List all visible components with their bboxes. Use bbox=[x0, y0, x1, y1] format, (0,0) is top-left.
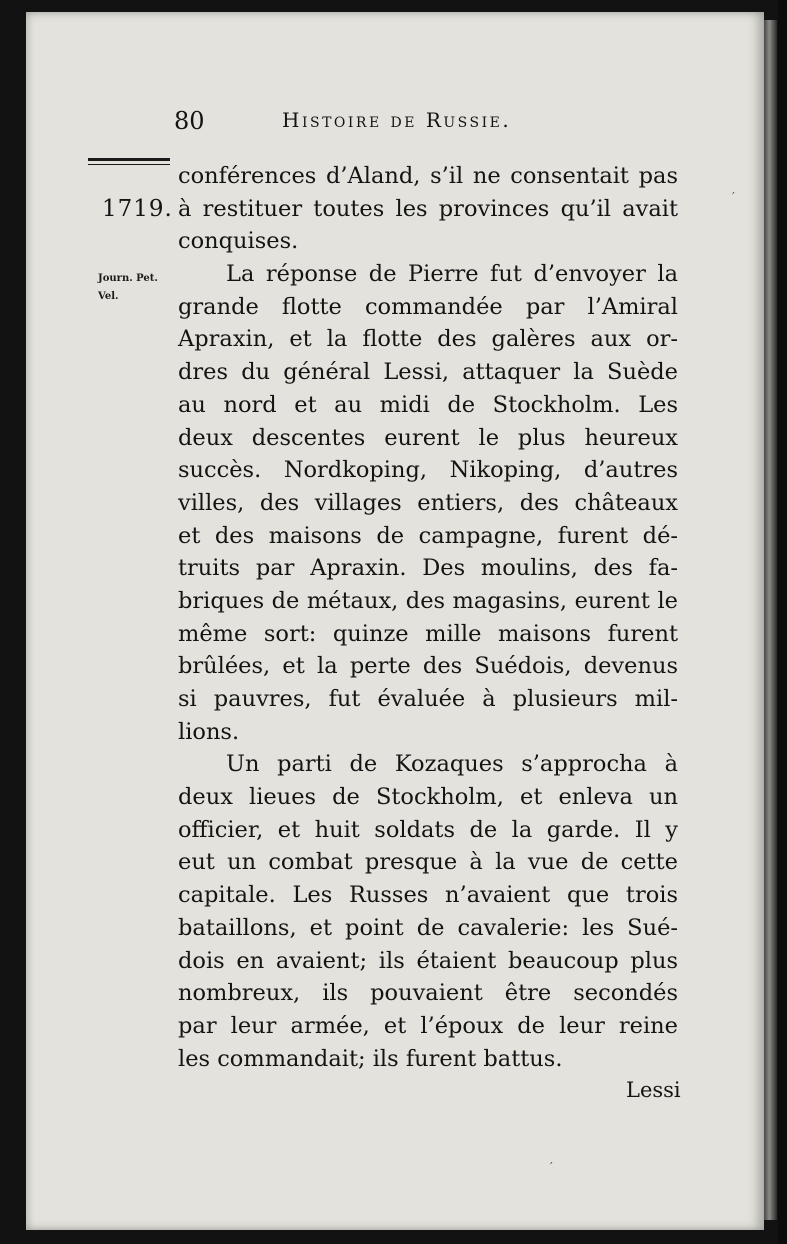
text-line: lions. bbox=[178, 718, 240, 745]
rule-thick-line bbox=[88, 158, 170, 161]
paper-mark: ′ bbox=[732, 190, 735, 204]
book-page bbox=[26, 12, 764, 1230]
text-line: Apraxin, et la flotte des galères aux or- bbox=[178, 326, 678, 353]
text-line: deux descentes eurent le plus heureux bbox=[178, 424, 678, 451]
text-line: conférences d’Aland, s’il ne consentait pas bbox=[178, 163, 678, 189]
book-spine-shadow bbox=[778, 0, 787, 1244]
text-line: bataillons, et point de cavalerie: les Sué- bbox=[178, 914, 678, 941]
page-edge bbox=[763, 20, 777, 1220]
text-line: si pauvres, fut évaluée à plusieurs mil- bbox=[178, 686, 678, 712]
margin-year: 1719. bbox=[102, 196, 173, 222]
text-line: truits par Apraxin. Des moulins, des fa- bbox=[178, 555, 678, 582]
text-line: nombreux, ils pouvaient être secondés bbox=[178, 980, 678, 1007]
paper-mark: ′ bbox=[550, 1160, 553, 1174]
page-number: 80 bbox=[174, 107, 205, 135]
text-line: briques de métaux, des magasins, eurent le bbox=[178, 587, 678, 614]
running-title: Histoire de Russie. bbox=[282, 108, 512, 132]
page-header bbox=[26, 107, 764, 137]
text-line: grande flotte commandée par l’Amiral bbox=[178, 293, 678, 320]
text-line: officier, et huit soldats de la garde. Il y bbox=[178, 816, 678, 843]
catchword: Lessi bbox=[626, 1078, 681, 1102]
text-line: dres du général Lessi, attaquer la Suède bbox=[178, 359, 678, 386]
text-line: brûlées, et la perte des Suédois, devenus bbox=[178, 653, 678, 680]
text-line: succès. Nordkoping, Nikoping, d’autres bbox=[178, 457, 678, 484]
text-line: conquises. bbox=[178, 228, 299, 255]
text-line: La réponse de Pierre fut d’envoyer la bbox=[226, 261, 678, 288]
section-rule bbox=[88, 156, 170, 166]
text-line: les commandait; ils furent battus. bbox=[178, 1045, 563, 1072]
text-line: et des maisons de campagne, furent dé- bbox=[178, 522, 678, 549]
body-text bbox=[178, 160, 678, 1075]
text-line: dois en avaient; ils étaient beaucoup plus bbox=[178, 947, 678, 974]
margin-source-note bbox=[98, 270, 158, 306]
text-line: par leur armée, et l’époux de leur reine bbox=[178, 1012, 678, 1039]
text-line: deux lieues de Stockholm, et enleva un bbox=[178, 784, 678, 811]
rule-thin-line bbox=[88, 164, 170, 165]
text-line: villes, des villages entiers, des châteaux bbox=[178, 489, 678, 516]
source-note-line: Vel. bbox=[98, 291, 119, 302]
text-line: Un parti de Kozaques s’approcha à bbox=[226, 751, 678, 778]
text-line: à restituer toutes les provinces qu’il avait bbox=[178, 195, 678, 222]
text-line: même sort: quinze mille maisons furent bbox=[178, 620, 678, 647]
source-note-line: Journ. Pet. bbox=[98, 273, 158, 284]
text-line: au nord et au midi de Stockholm. Les bbox=[178, 391, 678, 418]
text-line: eut un combat presque à la vue de cette bbox=[178, 849, 678, 876]
text-line: capitale. Les Russes n’avaient que trois bbox=[178, 882, 678, 909]
